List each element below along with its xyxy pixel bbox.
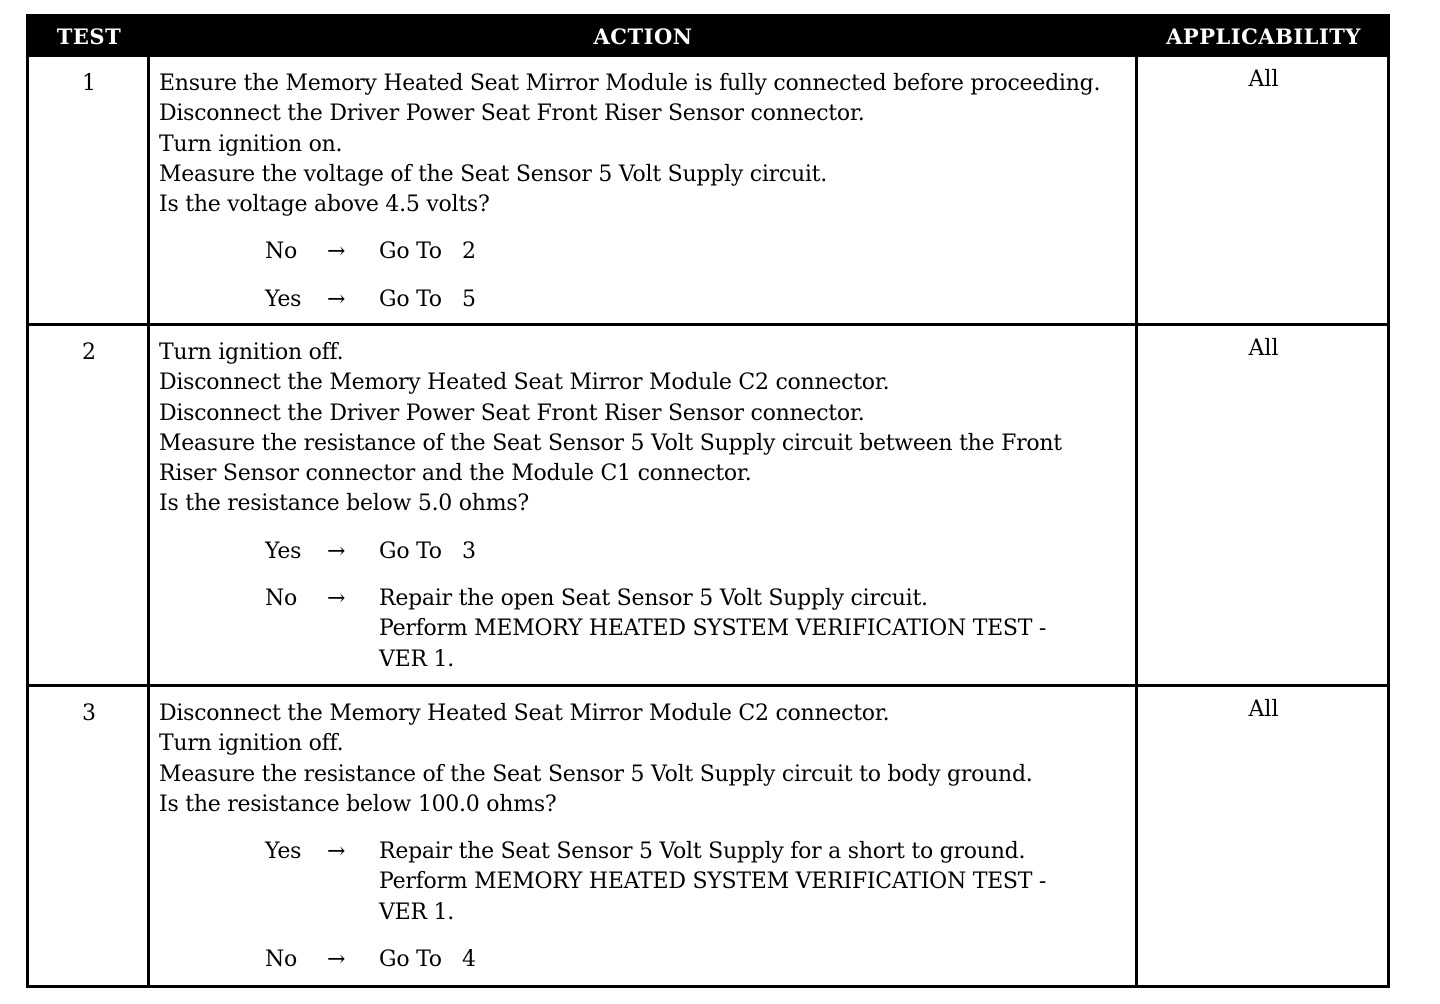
header-action: ACTION xyxy=(593,24,693,49)
arrow-icon: → xyxy=(327,586,346,612)
branch-no xyxy=(159,237,1131,267)
action-line: Measure the voltage of the Seat Sensor 5 Volt Supply circuit. xyxy=(159,161,828,187)
branch-result xyxy=(379,237,1131,267)
header-applicability: APPLICABILITY xyxy=(1166,24,1361,49)
branch-no xyxy=(159,584,1131,675)
branch-label: No xyxy=(265,947,297,973)
test-applicability: All xyxy=(1248,336,1279,361)
action-line: Is the resistance below 5.0 ohms? xyxy=(159,491,529,517)
test-applicability: All xyxy=(1248,67,1279,92)
action-line: Is the resistance below 100.0 ohms? xyxy=(159,791,557,817)
result-line: VER 1. xyxy=(379,899,454,925)
action-line: Measure the resistance of the Seat Sensor 5 Volt Supply circuit to body ground. xyxy=(159,761,1033,787)
test-action xyxy=(159,69,1131,315)
test-row-1 xyxy=(29,57,1387,326)
result-line: Perform MEMORY HEATED SYSTEM VERIFICATION TEST - xyxy=(379,616,1047,642)
result-line: Go To 5 xyxy=(379,286,476,312)
branch-yes xyxy=(159,837,1131,928)
header-test: TEST xyxy=(56,24,122,49)
test-action xyxy=(159,699,1131,975)
test-row-3 xyxy=(29,684,1387,988)
table-header xyxy=(29,17,1387,57)
branch-label: Yes xyxy=(265,286,302,312)
action-line: Disconnect the Driver Power Seat Front Riser Sensor connector. xyxy=(159,101,865,127)
branch-yes xyxy=(159,537,1131,567)
branch-result xyxy=(379,285,1131,315)
action-line: Ensure the Memory Heated Seat Mirror Module is fully connected before proceeding. xyxy=(159,71,1101,96)
action-line: Turn ignition off. xyxy=(159,731,344,757)
diagnostic-test-table xyxy=(26,14,1390,988)
action-line: Riser Sensor connector and the Module C1 connector. xyxy=(159,461,752,487)
branch-label: No xyxy=(265,239,297,265)
branch-yes xyxy=(159,285,1131,315)
branch-result xyxy=(379,537,1131,567)
branch-label: Yes xyxy=(265,538,302,564)
test-action xyxy=(159,338,1131,675)
arrow-icon: → xyxy=(327,239,346,265)
branch-no xyxy=(159,945,1131,975)
test-number: 1 xyxy=(82,71,96,96)
test-number: 3 xyxy=(82,701,96,726)
test-row-2 xyxy=(29,323,1387,687)
test-applicability: All xyxy=(1248,697,1279,722)
result-line: VER 1. xyxy=(379,646,454,672)
arrow-icon: → xyxy=(327,839,346,865)
result-line: Go To 3 xyxy=(379,538,476,564)
branch-result xyxy=(379,945,1131,975)
arrow-icon: → xyxy=(327,538,346,564)
result-line: Perform MEMORY HEATED SYSTEM VERIFICATION TEST - xyxy=(379,869,1047,895)
branch-label: Yes xyxy=(265,839,302,865)
action-line: Measure the resistance of the Seat Sensor 5 Volt Supply circuit between the Front xyxy=(159,430,1062,456)
arrow-icon: → xyxy=(327,947,346,973)
test-number: 2 xyxy=(82,340,96,365)
result-line: Repair the open Seat Sensor 5 Volt Supply circuit. xyxy=(379,586,928,612)
action-line: Is the voltage above 4.5 volts? xyxy=(159,192,490,218)
action-line: Disconnect the Memory Heated Seat Mirror Module C2 connector. xyxy=(159,701,890,726)
action-line: Turn ignition off. xyxy=(159,340,344,365)
branch-label: No xyxy=(265,586,297,612)
action-line: Disconnect the Driver Power Seat Front Riser Sensor connector. xyxy=(159,400,865,426)
result-line: Repair the Seat Sensor 5 Volt Supply for a short to ground. xyxy=(379,839,1026,865)
action-line: Turn ignition on. xyxy=(159,131,343,157)
branch-result xyxy=(379,584,1131,675)
result-line: Go To 4 xyxy=(379,947,476,973)
arrow-icon: → xyxy=(327,286,346,312)
result-line: Go To 2 xyxy=(379,239,476,265)
branch-result xyxy=(379,837,1131,928)
action-line: Disconnect the Memory Heated Seat Mirror Module C2 connector. xyxy=(159,370,890,396)
